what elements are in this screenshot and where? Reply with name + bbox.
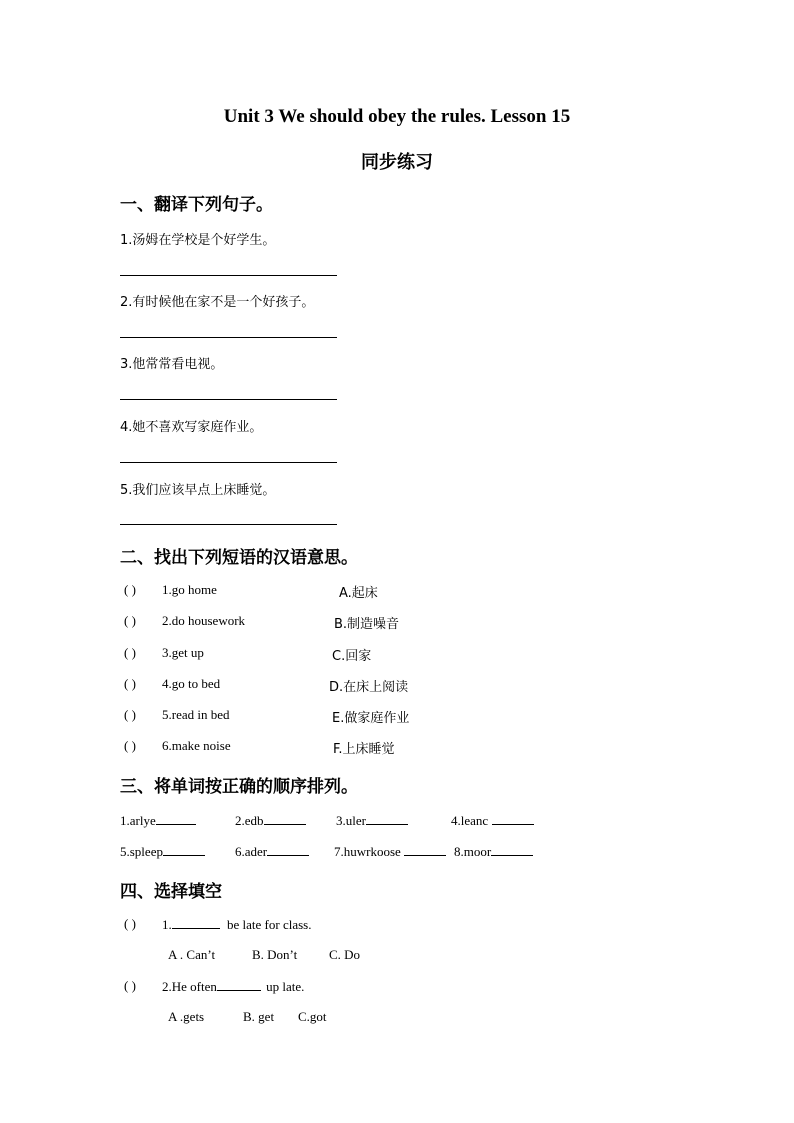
phrase-cn: E.做家庭作业 xyxy=(332,711,410,726)
answer-paren[interactable]: ( ) xyxy=(124,978,136,993)
blank-line[interactable] xyxy=(156,812,196,825)
question-2: 2.He often up late. xyxy=(162,979,305,994)
page-subtitle: 同步练习 xyxy=(361,152,433,173)
phrase-cn: A.起床 xyxy=(339,586,378,601)
blank-line[interactable] xyxy=(163,843,205,856)
answer-paren[interactable]: ( ) xyxy=(124,645,136,660)
q1-option-a: A . Can’t xyxy=(168,947,216,962)
phrase-en: 2.do housework xyxy=(162,613,246,628)
phrase-en: 4.go to bed xyxy=(162,676,221,691)
blank-line[interactable] xyxy=(172,916,220,929)
translate-item-1: 1.汤姆在学校是个好学生。 xyxy=(120,233,276,248)
blank-line[interactable] xyxy=(491,843,533,856)
section2-heading: 二、找出下列短语的汉语意思。 xyxy=(120,548,358,568)
blank-line[interactable] xyxy=(404,843,446,856)
translate-item-2: 2.有时候他在家不是一个好孩子。 xyxy=(120,295,315,310)
scramble-word: 7.huwrkoose xyxy=(334,843,446,860)
phrase-en: 5.read in bed xyxy=(162,707,230,722)
answer-paren[interactable]: ( ) xyxy=(124,916,136,931)
blank-line[interactable] xyxy=(366,812,408,825)
section4-heading: 四、选择填空 xyxy=(120,882,222,902)
phrase-en: 6.make noise xyxy=(162,738,231,753)
phrase-cn: C.回家 xyxy=(332,649,372,664)
scramble-word: 3.uler xyxy=(336,812,408,829)
q1-option-c: C. Do xyxy=(329,947,361,962)
q2-option-a: A .gets xyxy=(168,1009,205,1024)
scramble-word: 8.moor xyxy=(454,843,533,860)
scramble-word: 1.arlye xyxy=(120,812,196,829)
section3-heading: 三、将单词按正确的顺序排列。 xyxy=(120,777,358,797)
blank-line[interactable] xyxy=(217,978,261,991)
q1-option-b: B. Don’t xyxy=(252,947,298,962)
scramble-word: 2.edb xyxy=(235,812,306,829)
blank-line[interactable] xyxy=(264,812,306,825)
phrase-cn: B.制造噪音 xyxy=(334,617,400,632)
q2-option-c: C.got xyxy=(298,1009,327,1024)
answer-line-2[interactable] xyxy=(120,337,337,338)
scramble-word: 4.leanc xyxy=(451,812,534,829)
blank-line[interactable] xyxy=(492,812,534,825)
scramble-word: 5.spleep xyxy=(120,843,205,860)
page-title: Unit 3 We should obey the rules. Lesson 15 xyxy=(223,106,571,127)
phrase-en: 1.go home xyxy=(162,582,217,597)
phrase-en: 3.get up xyxy=(162,645,204,660)
answer-line-3[interactable] xyxy=(120,399,337,400)
translate-item-3: 3.他常常看电视。 xyxy=(120,357,224,372)
scramble-word: 6.ader xyxy=(235,843,309,860)
blank-line[interactable] xyxy=(267,843,309,856)
answer-paren[interactable]: ( ) xyxy=(124,582,136,597)
translate-item-4: 4.她不喜欢写家庭作业。 xyxy=(120,420,263,435)
answer-line-5[interactable] xyxy=(120,524,337,525)
phrase-cn: F.上床睡觉 xyxy=(333,742,395,757)
answer-line-1[interactable] xyxy=(120,275,337,276)
answer-paren[interactable]: ( ) xyxy=(124,676,136,691)
section1-heading: 一、翻译下列句子。 xyxy=(120,195,273,215)
question-1: 1. be late for class. xyxy=(162,917,312,932)
answer-paren[interactable]: ( ) xyxy=(124,738,136,753)
answer-line-4[interactable] xyxy=(120,462,337,463)
phrase-cn: D.在床上阅读 xyxy=(329,680,409,695)
answer-paren[interactable]: ( ) xyxy=(124,613,136,628)
q2-option-b: B. get xyxy=(243,1009,275,1024)
answer-paren[interactable]: ( ) xyxy=(124,707,136,722)
translate-item-5: 5.我们应该早点上床睡觉。 xyxy=(120,483,276,498)
